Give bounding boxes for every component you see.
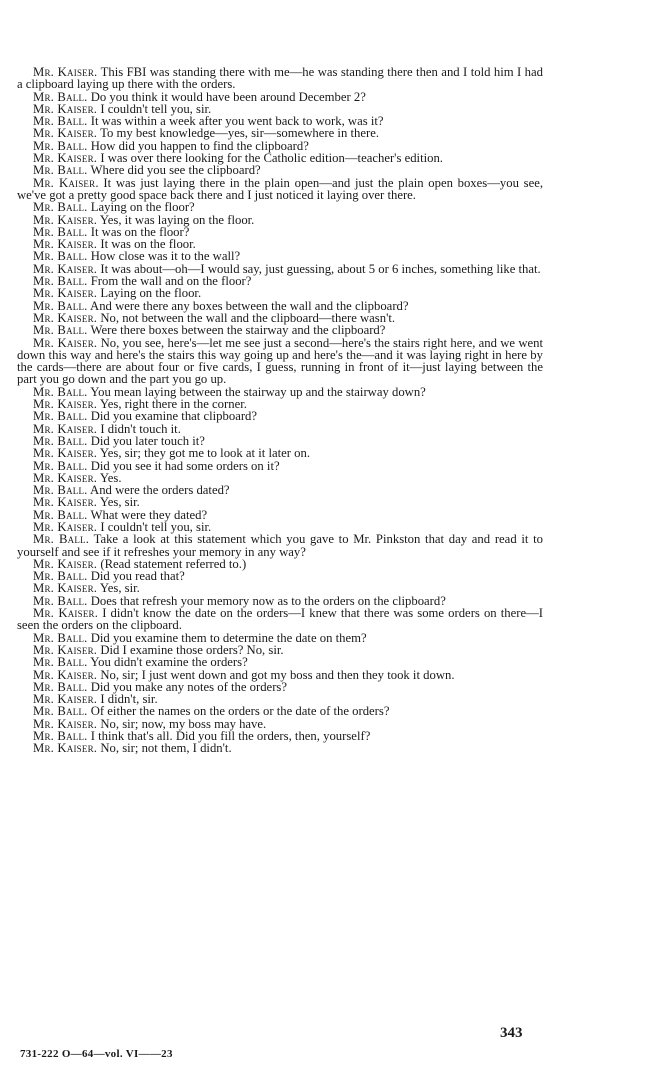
speaker-name: Mr. Kaiser.: [33, 470, 98, 485]
speaker-name: Mr. Ball.: [33, 114, 88, 129]
speaker-name: Mr. Ball.: [33, 323, 88, 338]
testimony-paragraph: [17, 607, 543, 632]
testimony-text: Laying on the floor?: [90, 200, 195, 215]
speaker-name: Mr. Ball.: [33, 89, 88, 104]
testimony-text: How close was it to the wall?: [90, 249, 241, 264]
print-code-footer: 731-222 O—64—vol. VI——23: [20, 1048, 173, 1060]
speaker-name: Mr. Kaiser.: [33, 175, 99, 190]
testimony-text: Of either the names on the orders or the date of the orders?: [90, 704, 390, 719]
testimony-text: And were there any boxes between the wall and the clipboard?: [90, 298, 409, 313]
testimony-text: Does that refresh your memory now as to the orders on the clipboard?: [90, 593, 446, 608]
testimony-text: Where did you see the clipboard?: [90, 163, 261, 178]
testimony-text: Laying on the floor.: [100, 286, 202, 301]
page-number: 343: [500, 1025, 523, 1041]
speaker-name: Mr. Kaiser.: [33, 495, 98, 510]
testimony-text: It was about—oh—I would say, just guessing, about 5 or 6 inches, something like that.: [100, 261, 541, 276]
testimony-text: Did you make any notes of the orders?: [90, 679, 287, 694]
speaker-name: Mr. Ball.: [33, 224, 88, 239]
speaker-name: Mr. Kaiser.: [33, 692, 98, 707]
testimony-paragraph: [17, 533, 543, 558]
testimony-text: No, you see, here's—let me see just a second—here's the stairs right here, and we went down this way and here's the stairs this way going up and here's the—and it was laying right in here by the cards—there are about four or five cards, I guess, running in front of it—just laying between the part you go down and the part you go up.: [17, 335, 544, 387]
speaker-name: Mr. Ball.: [33, 298, 88, 313]
speaker-name: Mr. Ball.: [33, 569, 88, 584]
speaker-name: Mr. Kaiser.: [33, 642, 98, 657]
speaker-name: Mr. Ball.: [33, 704, 88, 719]
testimony-transcript: [17, 66, 543, 755]
testimony-text: Were there boxes between the stairway and the clipboard?: [90, 323, 386, 338]
speaker-name: Mr. Ball.: [33, 249, 88, 264]
testimony-text: How did you happen to find the clipboard?: [90, 138, 309, 153]
speaker-name: Mr. Kaiser.: [33, 237, 98, 252]
speaker-name: Mr. Ball.: [33, 458, 88, 473]
speaker-name: Mr. Ball.: [33, 138, 88, 153]
speaker-name: Mr. Kaiser.: [33, 716, 98, 731]
testimony-text: It was on the floor?: [90, 224, 190, 239]
testimony-text: Do you think it would have been around December 2?: [90, 89, 366, 104]
speaker-name: Mr. Ball.: [33, 433, 88, 448]
speaker-name: Mr. Kaiser.: [33, 310, 98, 325]
testimony-text: Did you read that?: [90, 569, 185, 584]
testimony-text: I was over there looking for the Catholic edition—teacher's edition.: [100, 151, 443, 166]
speaker-name: Mr. Kaiser.: [33, 335, 98, 350]
testimony-text: What were they dated?: [90, 507, 208, 522]
speaker-name: Mr. Ball.: [33, 532, 90, 547]
speaker-name: Mr. Ball.: [33, 409, 88, 424]
testimony-text: It was within a week after you went back to work, was it?: [90, 114, 384, 129]
testimony-text: To my best knowledge—yes, sir—somewhere in there.: [100, 126, 380, 141]
speaker-name: Mr. Kaiser.: [33, 101, 98, 116]
speaker-name: Mr. Kaiser.: [33, 519, 98, 534]
testimony-text: Yes, sir; they got me to look at it later on.: [99, 446, 311, 461]
speaker-name: Mr. Kaiser.: [33, 581, 98, 596]
speaker-name: Mr. Ball.: [33, 655, 88, 670]
speaker-name: Mr. Ball.: [33, 630, 88, 645]
speaker-name: Mr. Ball.: [33, 384, 88, 399]
testimony-text: Yes, sir.: [99, 495, 140, 510]
speaker-name: Mr. Kaiser.: [33, 126, 98, 141]
speaker-name: Mr. Kaiser.: [33, 606, 99, 621]
testimony-text: It was just laying there in the plain open—and just the plain open boxes—you see, we've got a pretty good space back there and I just noticed it laying over there.: [17, 175, 544, 202]
testimony-paragraph: [17, 742, 543, 754]
testimony-text: Take a look at this statement which you gave to Mr. Pinkston that day and read it to yourself and see if it refreshes your memory in any way?: [17, 532, 543, 559]
testimony-text: From the wall and on the floor?: [90, 274, 252, 289]
testimony-text: Yes, it was laying on the floor.: [99, 212, 255, 227]
testimony-text: No, sir; I just went down and got my boss and then they took it down.: [100, 667, 455, 682]
speaker-name: Mr. Kaiser.: [33, 151, 98, 166]
speaker-name: Mr. Ball.: [33, 729, 88, 744]
speaker-name: Mr. Ball.: [33, 200, 88, 215]
testimony-text: No, sir; not them, I didn't.: [100, 741, 232, 756]
testimony-text: Did you later touch it?: [90, 433, 205, 448]
speaker-name: Mr. Kaiser.: [33, 397, 98, 412]
speaker-name: Mr. Kaiser.: [33, 65, 98, 79]
speaker-name: Mr. Kaiser.: [33, 667, 98, 682]
testimony-text: Yes.: [99, 470, 122, 485]
testimony-text: I couldn't tell you, sir.: [100, 519, 212, 534]
speaker-name: Mr. Ball.: [33, 593, 88, 608]
testimony-text: It was on the floor.: [100, 237, 196, 252]
testimony-text: Did you examine that clipboard?: [90, 409, 258, 424]
speaker-name: Mr. Ball.: [33, 274, 88, 289]
speaker-name: Mr. Kaiser.: [33, 741, 98, 756]
testimony-paragraph: [17, 337, 543, 386]
testimony-text: No, not between the wall and the clipboard—there wasn't.: [100, 310, 396, 325]
testimony-text: I couldn't tell you, sir.: [100, 101, 212, 116]
testimony-paragraph: [17, 177, 543, 202]
testimony-text: And were the orders dated?: [90, 483, 230, 498]
testimony-text: This FBI was standing there with me—he was standing there then and I told him I had a clipboard laying up there with the orders.: [17, 65, 543, 92]
testimony-text: You mean laying between the stairway up and the stairway down?: [90, 384, 426, 399]
testimony-text: I didn't, sir.: [100, 692, 158, 707]
speaker-name: Mr. Kaiser.: [33, 421, 98, 436]
testimony-paragraph: [17, 66, 543, 91]
testimony-text: Did you examine them to determine the date on them?: [90, 630, 367, 645]
speaker-name: Mr. Kaiser.: [33, 556, 98, 571]
testimony-text: I think that's all. Did you fill the orders, then, yourself?: [90, 729, 371, 744]
testimony-text: Did you see it had some orders on it?: [90, 458, 280, 473]
testimony-text: (Read statement referred to.): [100, 556, 247, 571]
speaker-name: Mr. Ball.: [33, 679, 88, 694]
speaker-name: Mr. Ball.: [33, 163, 88, 178]
testimony-text: I didn't touch it.: [100, 421, 181, 436]
testimony-text: Yes, right there in the corner.: [99, 397, 247, 412]
testimony-text: You didn't examine the orders?: [90, 655, 248, 670]
speaker-name: Mr. Ball.: [33, 507, 88, 522]
testimony-text: No, sir; now, my boss may have.: [100, 716, 267, 731]
speaker-name: Mr. Kaiser.: [33, 212, 98, 227]
testimony-text: I didn't know the date on the orders—I knew that there was some orders on there—I seen the orders on the clipboard.: [17, 606, 544, 633]
speaker-name: Mr. Kaiser.: [33, 261, 98, 276]
speaker-name: Mr. Kaiser.: [33, 286, 98, 301]
testimony-text: Did I examine those orders? No, sir.: [100, 642, 284, 657]
speaker-name: Mr. Ball.: [33, 483, 88, 498]
testimony-text: Yes, sir.: [99, 581, 140, 596]
speaker-name: Mr. Kaiser.: [33, 446, 98, 461]
